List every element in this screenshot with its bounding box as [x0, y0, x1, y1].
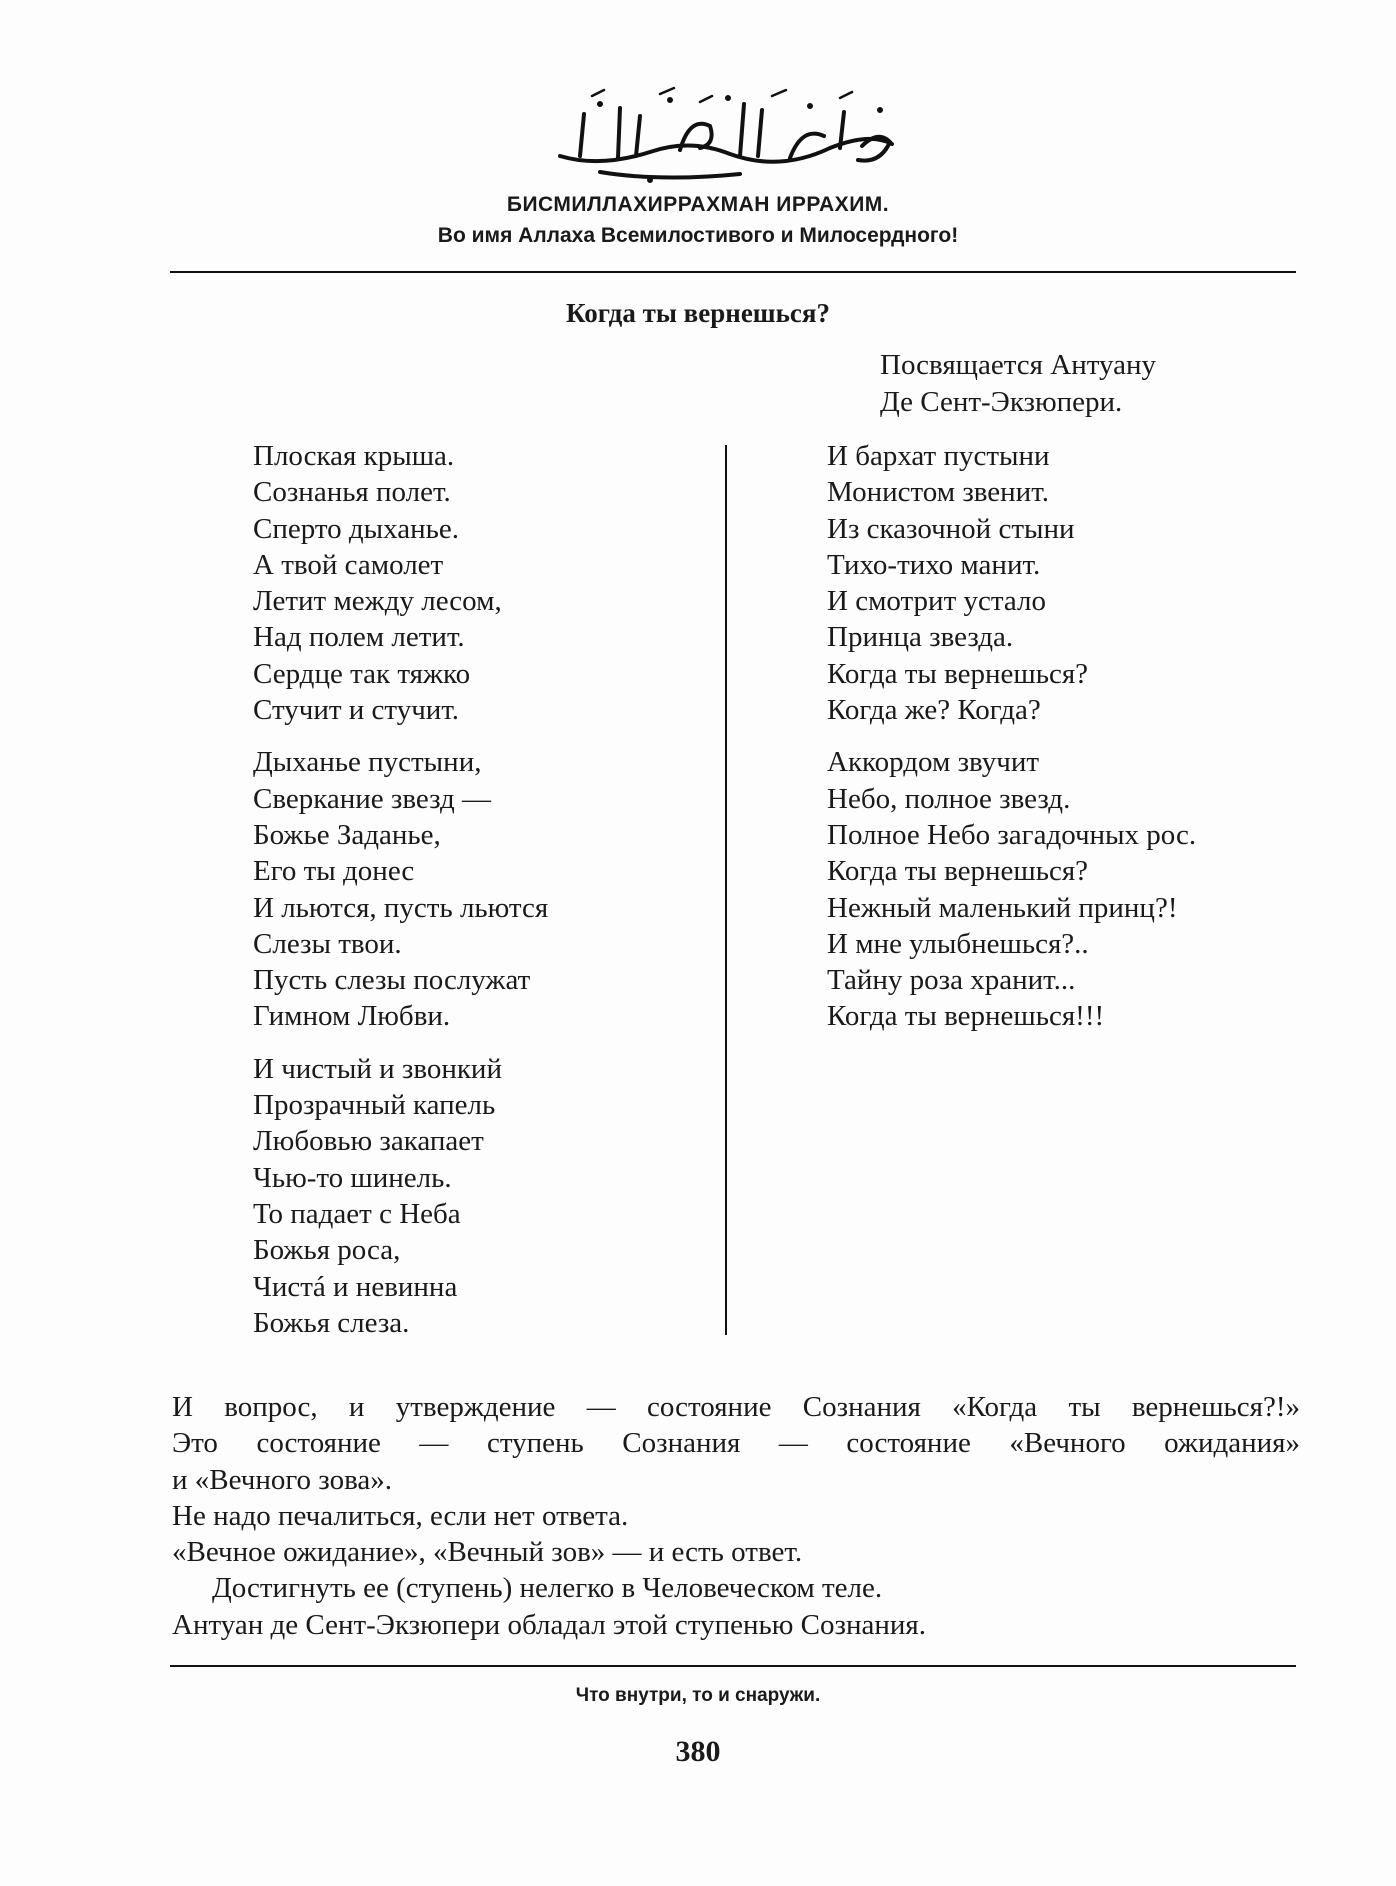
- poem-dedication: [880, 347, 1156, 421]
- verse-line: Аккордом звучит: [827, 746, 1040, 779]
- prose-line: и «Вечного зова».: [172, 1463, 393, 1496]
- prose-line: «Вечное ожидание», «Вечный зов» — и есть ответ.: [172, 1536, 803, 1569]
- bottom-divider: [170, 1665, 1296, 1667]
- verse-line: Когда же? Когда?: [827, 694, 1041, 727]
- verse-line: Божья слеза.: [253, 1306, 410, 1339]
- poem-left-column: [253, 438, 548, 1357]
- verse-line: Чью-то шинель.: [253, 1161, 452, 1194]
- stanza: [253, 744, 548, 1034]
- verse-line: Когда ты вернешься?: [827, 657, 1089, 690]
- verse-line: Его ты донес: [253, 855, 415, 888]
- verse-line: И мне улыбнешься?..: [827, 927, 1089, 960]
- prose-line: Это состояние — ступень Сознания — состояние «Вечного ожидания»: [172, 1427, 1300, 1460]
- bismillah-transliteration: БИСМИЛЛАХИРРАХМАН ИРРАХИМ.: [506, 193, 890, 216]
- stanza: [827, 438, 1196, 728]
- verse-line: Из сказочной стыни: [827, 512, 1075, 545]
- verse-line: Полное Небо загадочных рос.: [827, 818, 1197, 851]
- bismillah-translation: Во имя Аллаха Всемилостивого и Милосердного!: [437, 224, 959, 247]
- column-divider: [725, 445, 727, 1335]
- verse-line: Когда ты вернешься!!!: [827, 1000, 1105, 1033]
- verse-line: И чистый и звонкий: [253, 1052, 502, 1085]
- verse-line: Сознанья полет.: [253, 476, 451, 509]
- verse-line: Чистá и невинна: [253, 1270, 458, 1303]
- verse-line: И смотрит устало: [827, 585, 1047, 618]
- verse-line: Божье Заданье,: [253, 818, 441, 851]
- prose-line: Достигнуть ее (ступень) нелегко в Человеческом теле.: [212, 1572, 883, 1605]
- verse-line: Небо, полное звезд.: [827, 782, 1071, 815]
- poem-title: Когда ты вернешься?: [566, 298, 830, 328]
- verse-line: Стучит и стучит.: [253, 694, 460, 727]
- verse-line: Тихо-тихо манит.: [827, 548, 1041, 581]
- dedication-line: Де Сент-Экзюпери.: [880, 386, 1123, 418]
- bismillah-calligraphy-icon: [540, 86, 910, 186]
- verse-line: И льются, пусть льются: [253, 891, 549, 924]
- poem-right-column: [827, 438, 1196, 1051]
- stanza: [253, 438, 548, 728]
- stanza: [827, 744, 1196, 1034]
- verse-line: Плоская крыша.: [253, 440, 455, 472]
- verse-line: Прозрачный капель: [253, 1089, 496, 1122]
- commentary-text: [172, 1389, 1300, 1643]
- verse-line: То падает с Неба: [253, 1197, 461, 1230]
- verse-line: Слезы твои.: [253, 927, 402, 960]
- verse-line: Божья роса,: [253, 1234, 401, 1267]
- verse-line: Любовью закапает: [253, 1125, 484, 1158]
- verse-line: Принца звезда.: [827, 621, 1014, 654]
- prose-line: Не надо печалиться, если нет ответа.: [172, 1499, 629, 1532]
- verse-line: Над полем летит.: [253, 621, 465, 654]
- verse-line: Дыханье пустыни,: [253, 746, 482, 779]
- page-number: 380: [675, 1735, 721, 1768]
- verse-line: Гимном Любви.: [253, 1000, 451, 1033]
- verse-line: Пусть слезы послужат: [253, 964, 531, 997]
- verse-line: Нежный маленький принц?!: [827, 891, 1178, 924]
- footer-motto: Что внутри, то и снаружи.: [575, 1685, 821, 1706]
- prose-line: И вопрос, и утверждение — состояние Сознания «Когда ты вернешься?!»: [172, 1391, 1300, 1423]
- stanza: [253, 1051, 548, 1341]
- dedication-line: Посвящается Антуану: [880, 349, 1157, 381]
- prose-line: Антуан де Сент-Экзюпери обладал этой ступенью Сознания.: [172, 1608, 926, 1641]
- verse-line: Монистом звенит.: [827, 476, 1049, 509]
- verse-line: Сверкание звезд —: [253, 782, 492, 815]
- verse-line: А твой самолет: [253, 548, 444, 581]
- verse-line: Тайну роза хранит...: [827, 964, 1076, 997]
- top-divider: [170, 271, 1296, 273]
- verse-line: Когда ты вернешься?: [827, 855, 1089, 888]
- verse-line: Летит между лесом,: [253, 585, 502, 618]
- verse-line: Сердце так тяжко: [253, 657, 471, 690]
- verse-line: И бархат пустыни: [827, 440, 1050, 472]
- verse-line: Сперто дыханье.: [253, 512, 459, 545]
